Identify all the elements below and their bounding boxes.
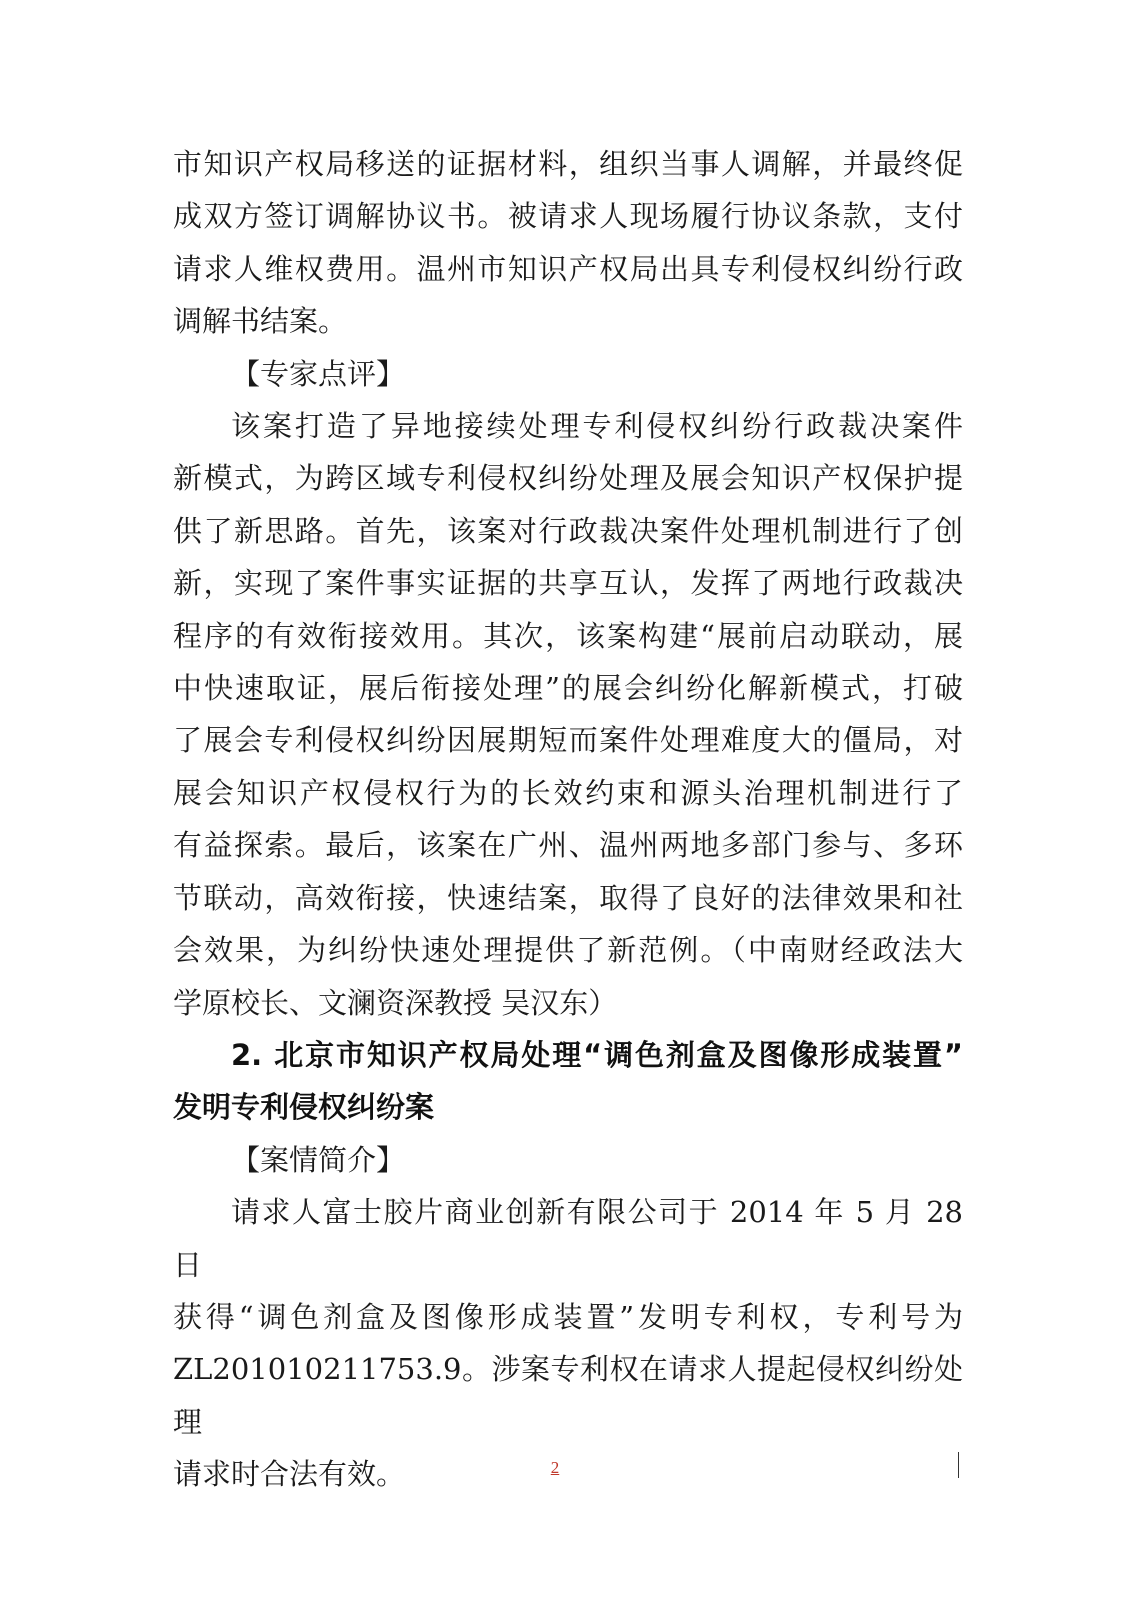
text-line: 新，实现了案件事实证据的共享互认，发挥了两地行政裁决	[173, 566, 963, 601]
text-line: 该案打造了异地接续处理专利侵权纠纷行政裁决案件	[231, 409, 963, 444]
case-heading: 2. 北京市知识产权局处理“调色剂盒及图像形成装置”	[231, 1037, 963, 1072]
text-line: 展会知识产权侵权行为的长效约束和源头治理机制进行了	[173, 775, 963, 810]
case-heading: 发明专利侵权纠纷案	[173, 1090, 435, 1125]
text-line: ZL201010211753.9。涉案专利权在请求人提起侵权纠纷处理	[173, 1352, 963, 1439]
section-label: 【专家点评】	[231, 356, 406, 391]
text-line: 成双方签订调解协议书。被请求人现场履行协议条款，支付	[173, 199, 963, 234]
text-line: 节联动，高效衔接，快速结案，取得了良好的法律效果和社	[173, 880, 963, 915]
text-line: 请求人富士胶片商业创新有限公司于 2014 年 5 月 28 日	[173, 1195, 963, 1282]
text-line: 了展会专利侵权纠纷因展期短而案件处理难度大的僵局，对	[173, 723, 963, 758]
text-line: 学原校长、文澜资深教授 吴汉东）	[173, 985, 618, 1020]
text-line: 有益探索。最后，该案在广州、温州两地多部门参与、多环	[173, 828, 963, 863]
page-number: 2	[550, 1458, 560, 1477]
text-line: 新模式，为跨区域专利侵权纠纷处理及展会知识产权保护提	[173, 461, 963, 496]
section-label: 【案情简介】	[231, 1142, 406, 1177]
text-line: 调解书结案。	[173, 304, 348, 339]
text-line: 市知识产权局移送的证据材料，组织当事人调解，并最终促	[173, 147, 963, 181]
text-line: 供了新思路。首先，该案对行政裁决案件处理机制进行了创	[173, 513, 963, 548]
margin-rule	[958, 1452, 959, 1478]
text-line: 请求时合法有效。	[173, 1457, 406, 1492]
text-line: 获得“调色剂盒及图像形成装置”发明专利权，专利号为	[173, 1299, 963, 1334]
text-line: 请求人维权费用。温州市知识产权局出具专利侵权纠纷行政	[173, 251, 963, 286]
text-line: 程序的有效衔接效用。其次，该案构建“展前启动联动，展	[173, 618, 963, 653]
text-line: 会效果，为纠纷快速处理提供了新范例。（中南财经政法大	[173, 933, 963, 968]
body-text	[173, 138, 963, 1501]
text-line: 中快速取证，展后衔接处理”的展会纠纷化解新模式，打破	[173, 671, 963, 706]
